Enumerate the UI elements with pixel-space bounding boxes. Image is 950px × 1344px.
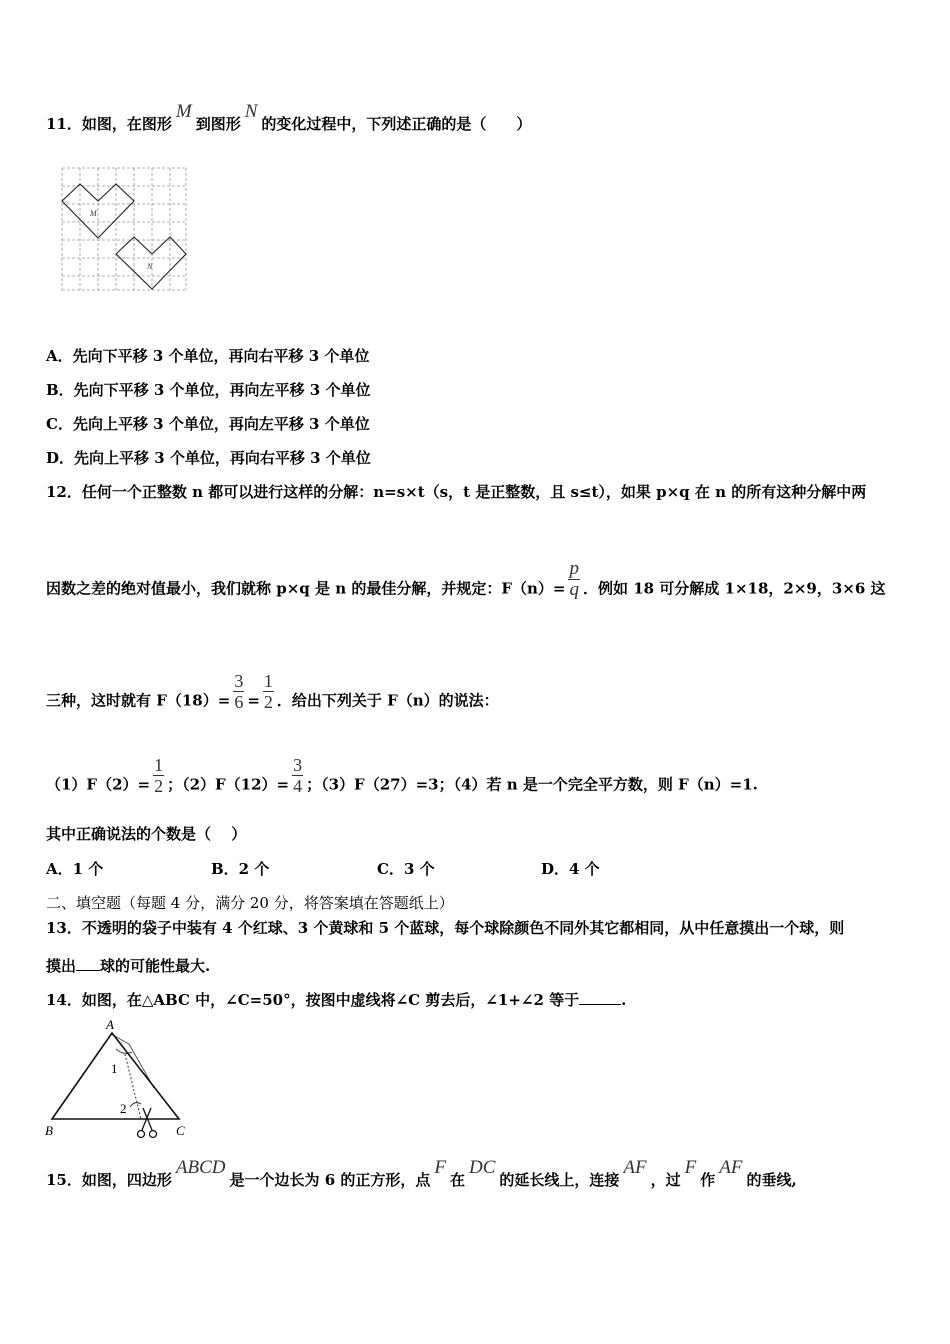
q11-stem: 11．如图，在图形M到图形N的变化过程中，下列述正确的是（ ） <box>46 101 532 133</box>
q12-option-a: A．1 个 <box>46 860 104 878</box>
fraction-p-over-q: $\frac{p}{q}$ <box>569 558 579 600</box>
q12-line2: 因数之差的绝对值最小，我们就称 p×q 是 n 的最佳分解，并规定：F（n）= $\frac{p}{q}$ ．例如 18 可分解成 1×18，2×9，3×6 这 <box>46 558 886 600</box>
q12-line3: 三种，这时就有 F（18）= $\frac{3}{6}$ = $\frac{1}{2}$ ．给出下列关于 F（n）的说法： <box>46 671 499 712</box>
var-n: N <box>244 101 258 122</box>
q11-option-b: B．先向下平移 3 个单位，再向左平移 3 个单位 <box>46 381 371 399</box>
q12-line1: 12．任何一个正整数 n 都可以进行这样的分解：n=s×t（s，t 是正整数，且 s≤t），如果 p×q 在 n 的所有这种分解中两 <box>46 483 867 501</box>
scissors-icon <box>138 1108 157 1138</box>
q12-option-d: D．4 个 <box>541 860 600 878</box>
q15-stem: 15．如图，四边形ABCD是一个边长为 6 的正方形，点F在DC的延长线上，连接AF，过F作AF的垂线, <box>46 1157 797 1189</box>
q14-triangle-figure <box>42 1016 192 1140</box>
label-angle-1: 1 <box>111 1061 118 1076</box>
q12-option-c: C．3 个 <box>377 860 435 878</box>
label-n: N <box>147 262 153 271</box>
q14-answer-blank <box>579 990 621 1005</box>
q13-line2: 摸出 球的可能性最大. <box>46 957 211 975</box>
label-b: B <box>45 1123 53 1138</box>
var-m: M <box>175 101 192 122</box>
label-c: C <box>176 1123 185 1138</box>
label-angle-2: 2 <box>120 1101 127 1116</box>
fraction-3-6: $\frac{3}{6}$ <box>234 671 244 712</box>
q11-option-a: A．先向下平移 3 个单位，再向右平移 3 个单位 <box>46 347 370 365</box>
fraction-1-2: $\frac{1}{2}$ <box>263 671 273 712</box>
triangle-abc <box>52 1033 179 1119</box>
label-a: A <box>106 1017 114 1032</box>
section-2-heading: 二、填空题（每题 4 分，满分 20 分，将答案填在答题纸上） <box>46 894 454 912</box>
fraction-3-4: $\frac{3}{4}$ <box>293 755 303 796</box>
label-m: M <box>90 209 97 218</box>
q12-question: 其中正确说法的个数是（ ） <box>46 825 247 843</box>
q12-option-b: B．2 个 <box>211 860 270 878</box>
q13-answer-blank <box>76 956 100 971</box>
q11-grid-figure <box>60 166 190 292</box>
q11-option-c: C．先向上平移 3 个单位，再向左平移 3 个单位 <box>46 415 370 433</box>
q12-line4: （1）F（2）= $\frac{1}{2}$ ；（2）F（12）= $\frac{3}{4}$ ；（3）F（27）=3；（4）若 n 是一个完全平方数，则 F（n）=1. <box>46 755 758 796</box>
q11-option-d: D．先向上平移 3 个单位，再向右平移 3 个单位 <box>46 449 371 467</box>
fraction-1-2-b: $\frac{1}{2}$ <box>154 755 164 796</box>
q14-stem: 14．如图，在△ABC 中，∠C=50°，按图中虚线将∠C 剪去后，∠1+∠2 等于 . <box>46 991 627 1009</box>
q13-line1: 13．不透明的袋子中装有 4 个红球、3 个黄球和 5 个蓝球，每个球除颜色不同外其它都相同，从中任意摸出一个球，则 <box>46 919 845 937</box>
